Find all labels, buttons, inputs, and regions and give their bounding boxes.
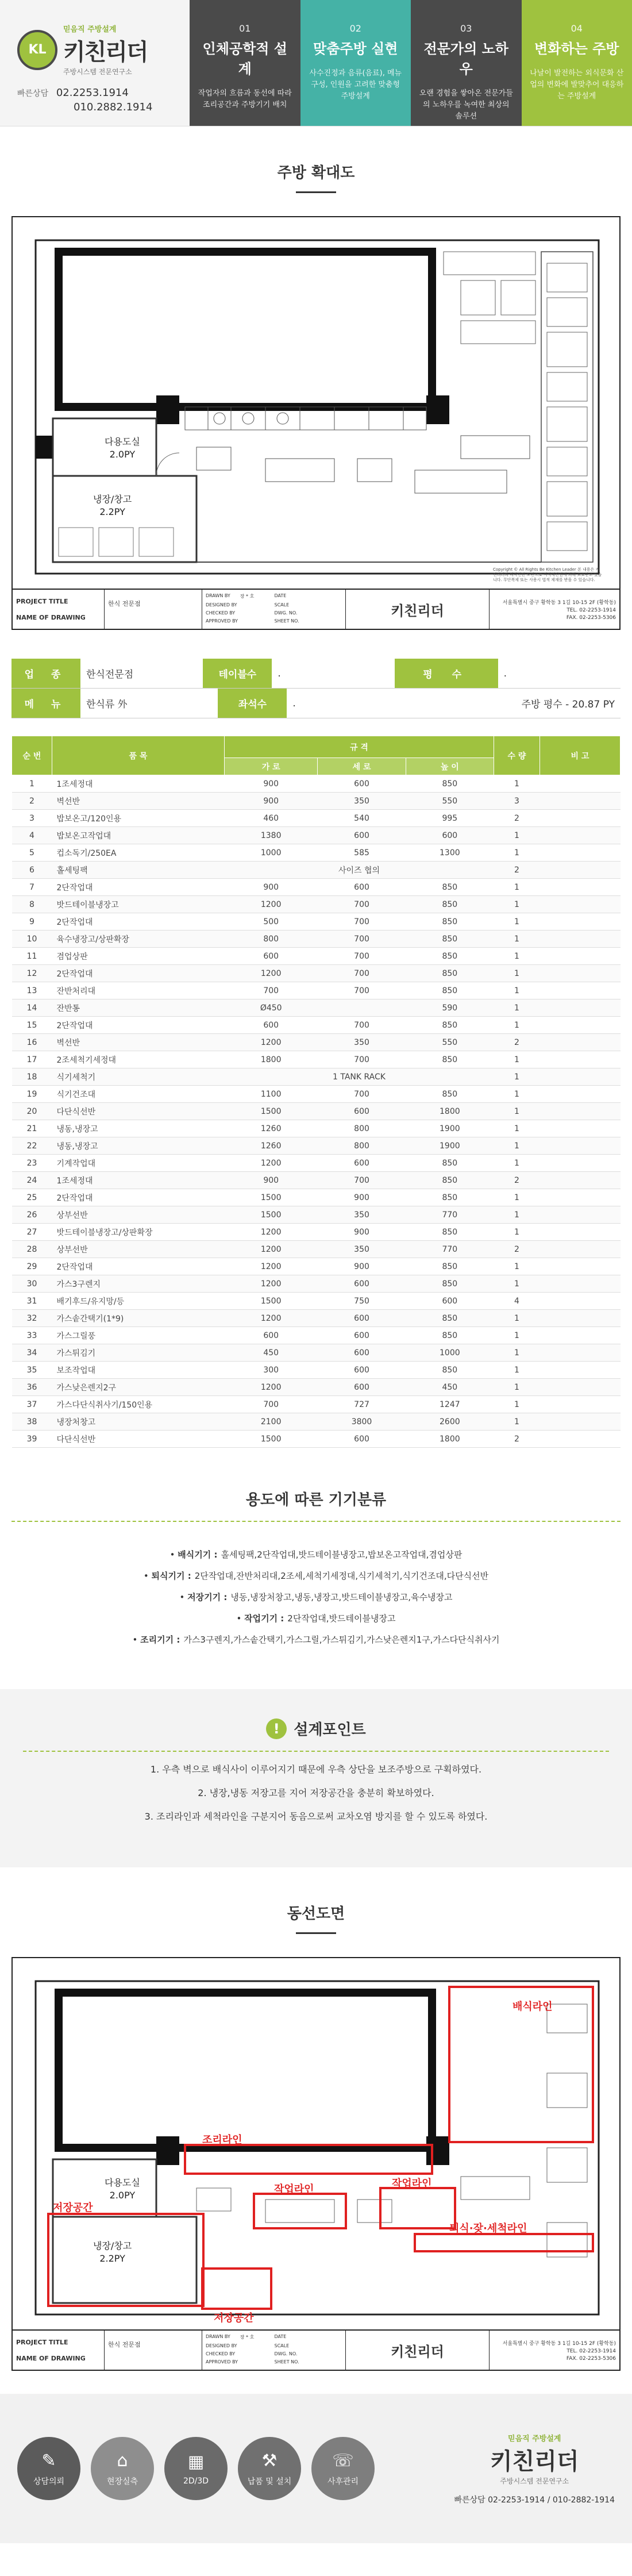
table-row: 20 다단식선반 1500 600 1800 1 xyxy=(12,1103,621,1120)
equipment-table: 순 번 품 목 규 격 수 량 비 고 가 로 세 로 높 이 1 1조세정대 900 600 850 1 2 벽선반 900 350 550 3 3 밥보온고/120인용 460 540 995 2 4 밥보온고작업대 1380 600 600 1 5 컵소독기/250EA 1000 585 1300 1 6 홀세팅팩 사이즈 협의 2 7 2단작업대 900 600 850 1 8 밧드테이블냉장고 1200 700 850 1 9 2단작업대 500 700 850 1 10 육수냉장고/상판확장 800 700 850 1 11 겸업상판 600 700 850 1 12 2단작업대 1200 700 850 1 13 잔반처리대 700 700 850 1 14 잔반통 Ø450 590 1 15 2단작업대 600 700 850 1 16 벽선반 1200 350 550 2 17 2조세척기세정대 1800 700 850 1 18 식기세척기 1 TANK RACK 1 19 식기건조대 1100 700 850 1 20 다단식선반 1500 600 1800 1 21 냉동,냉장고 1260 800 1900 1 22 냉동,냉장고 1260 800 1900 1 23 기계작업대 1200 600 850 1 24 1조세정대 900 700 850 2 25 2단작업대 1500 900 850 1 26 상부선반 1500 350 770 1 27 밧드테이블냉장고/상판확장 1200 900 850 1 28 상부선반 1200 350 770 2 29 2단작업대 1200 900 850 1 30 가스3구렌지 1200 600 850 1 31 배기후드/유지망/등 1500 750 600 4 32 가스솥간택기(1*9) 1200 600 850 1 33 가스그릴풍 600 600 850 1 34 가스튀김기 450 600 1000 1 35 보조작업대 300 600 850 1 36 가스낮은렌지2구 1200 600 450 1 37 가스다단식취사기/150인용 700 727 1247 1 38 냉장처창고 2100 3800 2600 1 39 다단식선반 1500 600 1800 2 xyxy=(11,736,621,1448)
menu-type: 한식류 外 xyxy=(80,689,218,718)
table-row: 31 배기후드/유지망/등 1500 750 600 4 xyxy=(12,1293,621,1310)
table-row: 29 2단작업대 1200 900 850 1 xyxy=(12,1258,621,1275)
table-row: 15 2단작업대 600 700 850 1 xyxy=(12,1017,621,1034)
step-aftercare[interactable]: ☏ 사후관리 xyxy=(311,2437,375,2500)
title-block: PROJECT TITLE NAME OF DRAWING 한식 전문점 DRAWN BY 장 * 호 DATE DESIGNED BY SCALE CHECKED BY DWG. NO. APPROVED BY SHEET NO. 키친리더 서울특별시 중구 황학동 3 1길 10-15 2F (황학동) TEL. 02-2253-1914 FAX. 02-2253-5306 xyxy=(13,2329,619,2370)
table-row: 26 상부선반 1500 350 770 1 xyxy=(12,1206,621,1224)
table-row: 12 2단작업대 1200 700 850 1 xyxy=(12,965,621,982)
exclamation-icon: ! xyxy=(266,1718,287,1739)
flow-return: 퇴식·잦·세척라인 xyxy=(449,2223,527,2235)
section-title-flow: 동선도면 xyxy=(0,1867,632,1946)
table-row: 5 컵소독기/250EA 1000 585 1300 1 xyxy=(12,844,621,862)
table-row: 36 가스낮은렌지2구 1200 600 450 1 xyxy=(12,1379,621,1396)
table-row: 7 2단작업대 900 600 850 1 xyxy=(12,879,621,896)
process-steps xyxy=(17,2437,375,2500)
section-title-kitchen: 주방 확대도 xyxy=(0,126,632,205)
project-info: 업 종 한식전문점 테이블수 . 평 수 . 메 뉴 한식류 外 좌석수 . 주방 평수 - 20.87 PY xyxy=(11,659,621,718)
feature-3: 03 전문가의 노하우 오랜 경험을 쌓아온 전문가들의 노하우를 녹여한 최상의 솔루션 xyxy=(411,0,522,126)
table-row: 2 벽선반 900 350 550 3 xyxy=(12,793,621,810)
title-block-logo: 키친리더 xyxy=(346,590,490,629)
table-row: 8 밧드테이블냉장고 1200 700 850 1 xyxy=(12,896,621,913)
house-icon: ⌂ xyxy=(117,2450,128,2471)
usage-work: • 작업기기 : 2단작업대,밧드테이블냉장고 xyxy=(236,1613,396,1624)
flow-storage-2: 저장공간 xyxy=(214,2312,254,2324)
usage-storage: • 저장기기 : 냉동,냉장처창고,냉동,냉장고,밧드테이블냉장고,육수냉장고 xyxy=(179,1592,453,1602)
flow-storage: 저장공간 xyxy=(53,2202,93,2214)
table-row: 38 냉장처창고 2100 3800 2600 1 xyxy=(12,1413,621,1431)
table-row: 11 겸업상판 600 700 850 1 xyxy=(12,948,621,965)
feature-4: 04 변화하는 주방 나날이 발전하는 외식문화 산업의 변화에 발맞추어 대응하는 주방설계 xyxy=(522,0,632,126)
room-cold-storage: 냉장/창고 2.2PY xyxy=(93,494,132,518)
feature-desc: 나날이 발전하는 외식문화 산업의 변화에 발맞추어 대응하는 주방설계 xyxy=(530,69,624,101)
table-row: 32 가스솥간택기(1*9) 1200 600 850 1 xyxy=(12,1310,621,1327)
table-row: 25 2단작업대 1500 900 850 1 xyxy=(12,1189,621,1206)
usage-return: • 퇴식기기 : 2단작업대,잔반처리대,2조세,세척기세정대,식기세척기,식기건조대,다단식선반 xyxy=(143,1571,489,1581)
flow-cooking: 조리라인 xyxy=(202,2134,242,2146)
kitchen-floor-plan xyxy=(11,216,621,630)
table-row: 30 가스3구렌지 1200 600 850 1 xyxy=(12,1275,621,1293)
table-row: 37 가스다단식취사기/150인용 700 727 1247 1 xyxy=(12,1396,621,1413)
table-row: 34 가스튀김기 450 600 1000 1 xyxy=(12,1344,621,1362)
table-row: 22 냉동,냉장고 1260 800 1900 1 xyxy=(12,1137,621,1155)
usage-cooking: • 조리기기 : 가스3구렌지,가스솥간택기,가스그릴,가스튀김기,가스낮은렌지1구,가스다단식취사기 xyxy=(132,1635,500,1645)
equipment-rows xyxy=(12,775,621,1448)
flow-serving: 배식라인 xyxy=(512,2001,553,2013)
usage-list xyxy=(0,1522,632,1689)
room-multipurpose: 다용도실 2.0PY xyxy=(105,436,140,460)
phone-1[interactable]: 02.2253.1914 xyxy=(56,87,129,99)
brand-name: 키친리더 xyxy=(63,39,148,66)
table-row: 6 홀세팅팩 사이즈 협의 2 xyxy=(12,862,621,879)
brand-block xyxy=(0,0,190,126)
logo[interactable] xyxy=(17,23,178,76)
flow-floor-plan: 배식라인 조리라인 작업라인 작업라인 저장공간 저장공간 퇴식·잦·세척라인 다용도실 2.0PY 냉장/창고 2.2PY PROJECT TITLE NAME OF DRAWING 한식 전문점 DRAWN BY 장 * 호 DATE DESIGNED BY SCALE CHECKED BY DWG. NO. APPROVED BY SHEET NO. 키친리더 서울특별시 중구 황학동 3 1길 10-15 2F (황학동) TEL. 02-2253-1914 FAX. 02-2253-5306 xyxy=(11,1957,621,2371)
floor-plan-svg xyxy=(13,217,619,589)
kitchen-area: 주방 평수 - 20.87 PY xyxy=(425,689,621,718)
feature-2: 02 맞춤주방 실현 사수진정과 음류(음료), 메뉴구성, 인원을 고려한 맞춤형 주방설계 xyxy=(300,0,411,126)
table-row: 23 기계작업대 1200 600 850 1 xyxy=(12,1155,621,1172)
feature-title: 전문가의 노하우 xyxy=(423,41,508,77)
phone-2[interactable]: 010.2882.1914 xyxy=(74,101,153,113)
usage-title: 용도에 따른 기기분류 xyxy=(245,1491,387,1509)
table-row: 28 상부선반 1200 350 770 2 xyxy=(12,1241,621,1258)
table-row: 16 벽선반 1200 350 550 2 xyxy=(12,1034,621,1051)
table-row: 10 육수냉장고/상판확장 800 700 850 1 xyxy=(12,931,621,948)
design-points: ! 설계포인트 1. 우측 벽으로 배식사이 이루어지기 때문에 우측 상단을 보조주방으로 구획하였다. 2. 냉장,냉동 저장고를 지어 저장공간을 충분히 확보하였다. 3. 조리라인과 세척라인을 구분지어 동음으로써 교차오염 방지를 할 수 있도록 하였다. xyxy=(0,1689,632,1867)
points-title: 설계포인트 xyxy=(294,1721,366,1739)
footer xyxy=(0,2394,632,2543)
table-row: 24 1조세정대 900 700 850 2 xyxy=(12,1172,621,1189)
table-row: 27 밧드테이블냉장고/상판확장 1200 900 850 1 xyxy=(12,1224,621,1241)
title-block: PROJECT TITLE NAME OF DRAWING 한식 전문점 DRAWN BY 장 * 호 DATE DESIGNED BY SCALE CHECKED BY DWG. NO. APPROVED BY SHEET NO. 키친리더 서울특별시 중구 황학동 3 1길 10-15 2F (황학동) TEL. 02-2253-1914 FAX. 02-2253-5306 xyxy=(13,589,619,629)
step-consult[interactable]: ✎ 상담의뢰 xyxy=(17,2437,80,2500)
table-row: 39 다단식선반 1500 600 1800 2 xyxy=(12,1431,621,1448)
brand-sub: 주방시스템 전문연구소 xyxy=(63,68,132,76)
brand-tagline: 믿음직 주방설계 xyxy=(63,25,117,34)
contact xyxy=(17,87,178,113)
feature-title: 인체공학적 설계 xyxy=(202,41,287,77)
step-design[interactable]: ▦ 2D/3D xyxy=(164,2437,228,2500)
table-row: 33 가스그릴풍 600 600 850 1 xyxy=(12,1327,621,1344)
pencil-icon: ✎ xyxy=(41,2450,56,2471)
table-row: 9 2단작업대 500 700 850 1 xyxy=(12,913,621,931)
feature-desc: 작업자의 흐름과 동선에 따라 조리공간과 주방기기 배치 xyxy=(198,89,292,110)
table-row: 35 보조작업대 300 600 850 1 xyxy=(12,1362,621,1379)
step-survey[interactable]: ⌂ 현장실측 xyxy=(91,2437,154,2500)
tools-icon: ⚒ xyxy=(261,2450,278,2471)
table-row: 18 식기세척기 1 TANK RACK 1 xyxy=(12,1068,621,1086)
feature-desc: 사수진정과 음류(음료), 메뉴구성, 인원을 고려한 맞춤형 주방설계 xyxy=(309,69,402,101)
business-type: 한식전문점 xyxy=(80,659,203,688)
feature-desc: 오랜 경험을 쌓아온 전문가들의 노하우를 녹여한 최상의 솔루션 xyxy=(419,89,513,121)
table-row: 3 밥보온고/120인용 460 540 995 2 xyxy=(12,810,621,827)
title-underline xyxy=(296,191,336,193)
feature-title: 변화하는 주방 xyxy=(534,41,619,57)
project-title: 한식 전문점 xyxy=(108,600,141,608)
feature-title: 맞춤주방 실현 xyxy=(313,41,398,57)
table-row: 1 1조세정대 900 600 850 1 xyxy=(12,775,621,793)
flow-work-2: 작업라인 xyxy=(392,2178,432,2190)
usage-serving: • 배식기기 : 홀세팅팩,2단작업대,밧드테이블냉장고,밥보온고작업대,겸업상판 xyxy=(169,1550,463,1560)
table-row: 19 식기건조대 1100 700 850 1 xyxy=(12,1086,621,1103)
footer-contact[interactable]: 02-2253-1914 / 010-2882-1914 xyxy=(488,2495,615,2505)
step-install[interactable]: ⚒ 납품 및 설치 xyxy=(238,2437,301,2500)
table-row: 4 밥보온고작업대 1380 600 600 1 xyxy=(12,827,621,844)
footer-brand: 믿음직 주방설계 키친리더 주방시스템 전문연구소 빠른상담 02-2253-1914 / 010-2882-1914 xyxy=(454,2434,615,2505)
blueprint-icon: ▦ xyxy=(187,2451,205,2472)
logo-mark-icon: KL xyxy=(17,30,57,70)
feature-1: 01 인체공학적 설계 작업자의 흐름과 동선에 따라 조리공간과 주방기기 배치 xyxy=(190,0,300,126)
flow-plan-svg xyxy=(13,1958,619,2329)
phone-icon: ☏ xyxy=(332,2450,354,2471)
flow-work-1: 작업라인 xyxy=(274,2183,314,2196)
table-row: 13 잔반처리대 700 700 850 1 xyxy=(12,982,621,999)
table-row: 17 2조세척기세정대 1800 700 850 1 xyxy=(12,1051,621,1068)
table-row: 14 잔반통 Ø450 590 1 xyxy=(12,999,621,1017)
contact-label: 빠른상담 xyxy=(17,89,49,98)
title-underline xyxy=(296,1932,336,1934)
header xyxy=(0,0,632,126)
table-row: 21 냉동,냉장고 1260 800 1900 1 xyxy=(12,1120,621,1137)
copyright-note: Copyright © All Rights Be Kitchen Leader 본 내용은 키친리더의 디자인한 도면으로 지적재산권에 의해 보호받고 있습니다. 무단복제 또는 사용시 법적 제재를 받을 수 있습니다. xyxy=(493,567,602,582)
